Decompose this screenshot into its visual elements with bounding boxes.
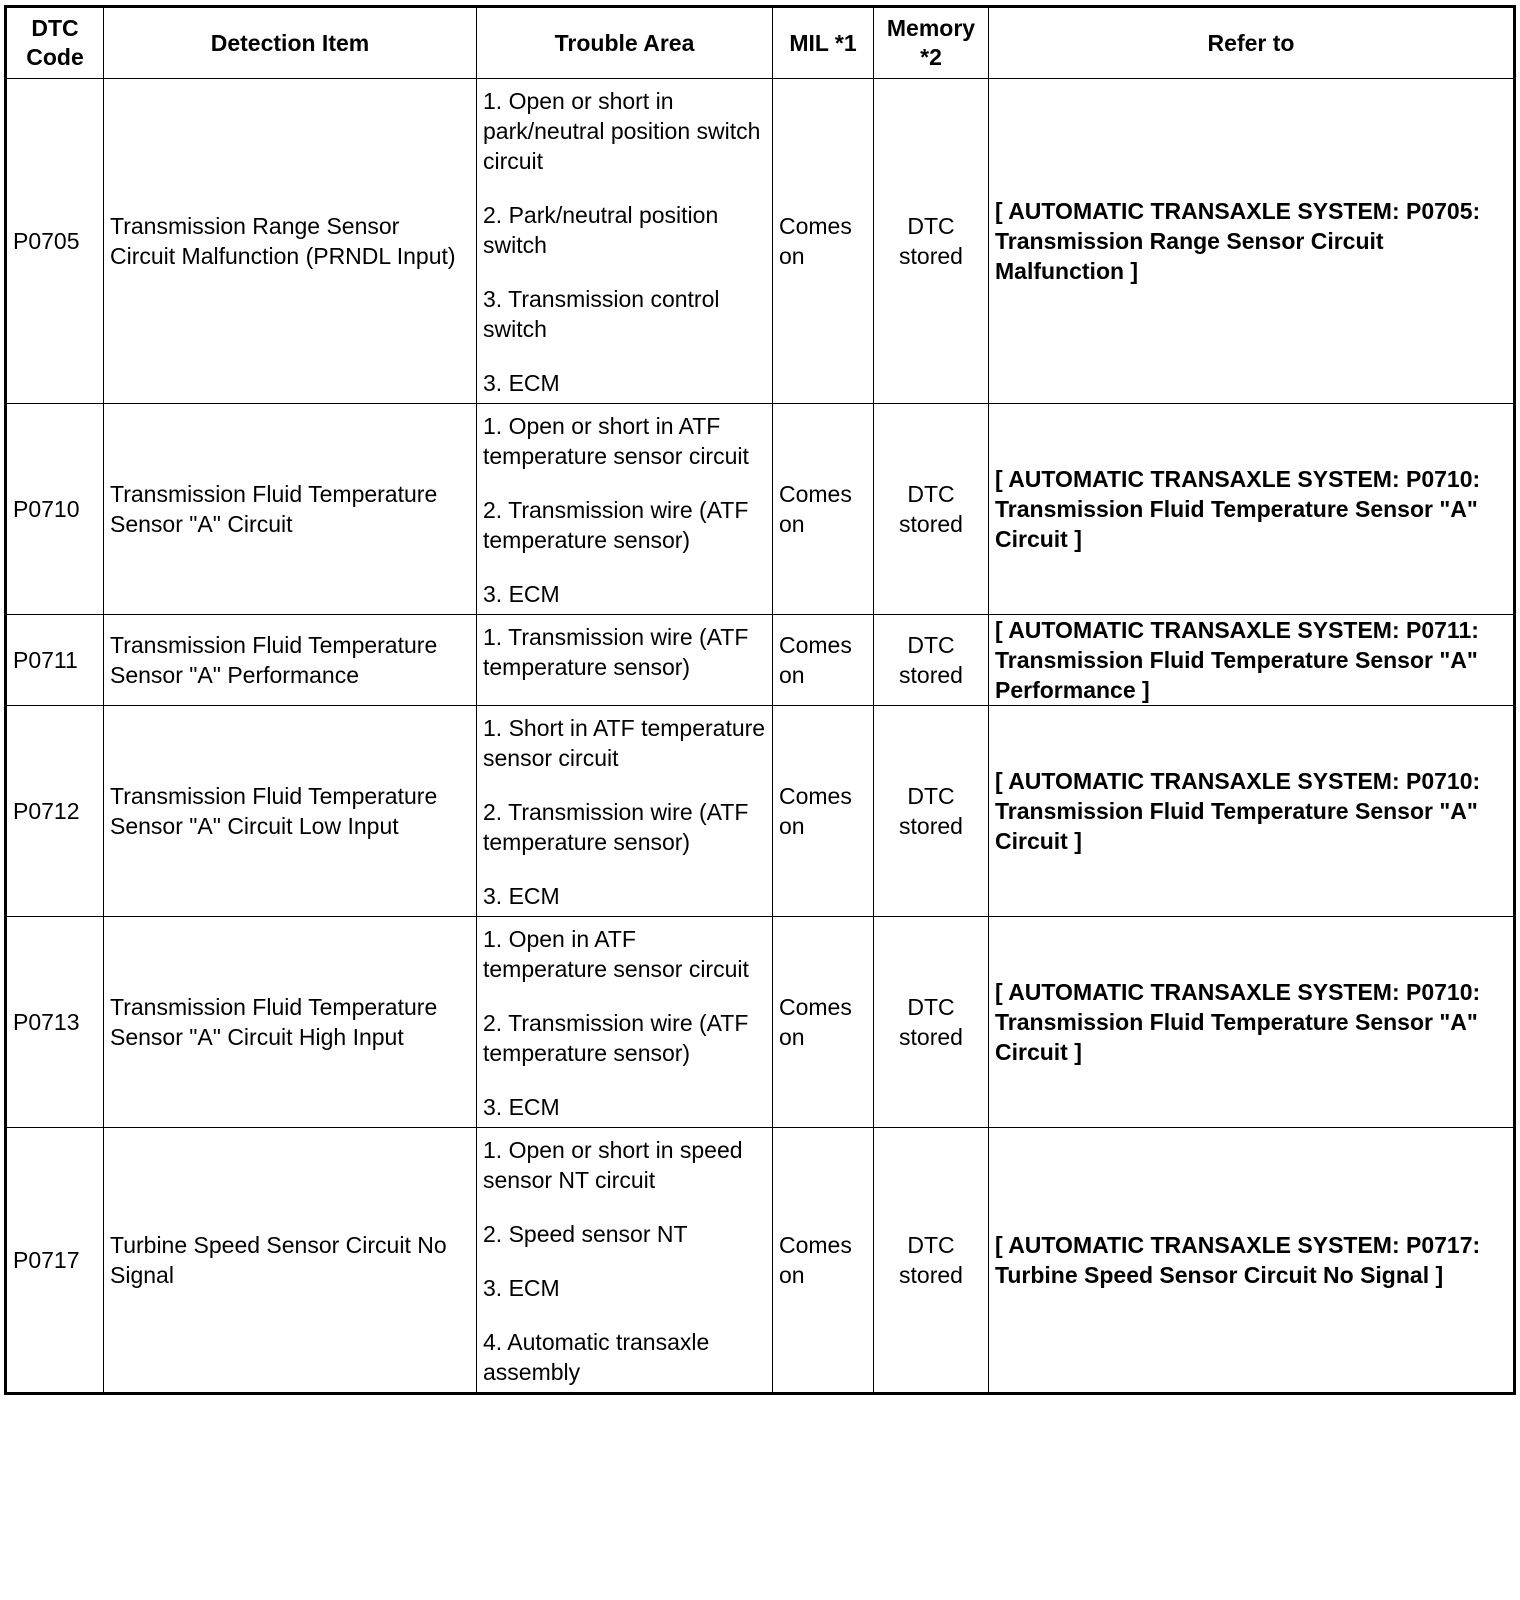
trouble-area-cell xyxy=(477,404,773,615)
refer-to-cell: [ AUTOMATIC TRANSAXLE SYSTEM: P0710: Transmission Fluid Temperature Sensor "A" Circuit ] xyxy=(989,917,1515,1128)
trouble-area-item: 1. Transmission wire (ATF temperature sensor) xyxy=(483,624,749,680)
detection-item-cell: Transmission Fluid Temperature Sensor "A" Circuit xyxy=(104,404,477,615)
trouble-area-item: 2. Speed sensor NT xyxy=(483,1221,688,1247)
trouble-area-item: 3. ECM xyxy=(483,370,560,396)
dtc-code-cell: P0712 xyxy=(6,706,104,917)
dtc-code-cell: P0705 xyxy=(6,79,104,404)
trouble-area-item: 4. Automatic transaxle assembly xyxy=(483,1329,710,1385)
detection-item-cell: Transmission Range Sensor Circuit Malfunction (PRNDL Input) xyxy=(104,79,477,404)
detection-item-cell: Transmission Fluid Temperature Sensor "A" Performance xyxy=(104,615,477,706)
dtc-code-cell: P0717 xyxy=(6,1128,104,1394)
detection-item-cell: Turbine Speed Sensor Circuit No Signal xyxy=(104,1128,477,1394)
trouble-area-cell xyxy=(477,706,773,917)
refer-to-cell: [ AUTOMATIC TRANSAXLE SYSTEM: P0705: Transmission Range Sensor Circuit Malfunction ] xyxy=(989,79,1515,404)
trouble-area-item: 3. Transmission control switch xyxy=(483,286,720,342)
trouble-area-cell xyxy=(477,79,773,404)
header-mil: MIL *1 xyxy=(773,7,874,79)
trouble-area-cell xyxy=(477,917,773,1128)
mil-cell: Comes on xyxy=(773,1128,874,1394)
header-dtc-code: DTC Code xyxy=(6,7,104,79)
detection-item-cell: Transmission Fluid Temperature Sensor "A" Circuit High Input xyxy=(104,917,477,1128)
detection-item-cell: Transmission Fluid Temperature Sensor "A" Circuit Low Input xyxy=(104,706,477,917)
trouble-area-cell xyxy=(477,615,773,706)
table-row xyxy=(6,917,1515,1128)
memory-cell: DTC stored xyxy=(874,615,989,706)
table-header-row xyxy=(6,7,1515,79)
trouble-area-item: 1. Open or short in speed sensor NT circuit xyxy=(483,1137,743,1193)
mil-cell: Comes on xyxy=(773,917,874,1128)
dtc-code-cell: P0711 xyxy=(6,615,104,706)
trouble-area-item: 3. ECM xyxy=(483,1275,560,1301)
header-trouble-area: Trouble Area xyxy=(477,7,773,79)
mil-cell: Comes on xyxy=(773,706,874,917)
dtc-code-cell: P0713 xyxy=(6,917,104,1128)
memory-cell: DTC stored xyxy=(874,404,989,615)
table-row xyxy=(6,706,1515,917)
table-row xyxy=(6,404,1515,615)
trouble-area-item: 3. ECM xyxy=(483,883,560,909)
table-row xyxy=(6,615,1515,706)
trouble-area-item: 2. Transmission wire (ATF temperature sensor) xyxy=(483,1010,749,1066)
header-memory: Memory *2 xyxy=(874,7,989,79)
trouble-area-item: 2. Transmission wire (ATF temperature sensor) xyxy=(483,799,749,855)
table-row xyxy=(6,1128,1515,1394)
trouble-area-item: 2. Park/neutral position switch xyxy=(483,202,719,258)
refer-to-cell: [ AUTOMATIC TRANSAXLE SYSTEM: P0710: Transmission Fluid Temperature Sensor "A" Circuit ] xyxy=(989,706,1515,917)
trouble-area-item: 3. ECM xyxy=(483,1094,560,1120)
refer-to-cell: [ AUTOMATIC TRANSAXLE SYSTEM: P0710: Transmission Fluid Temperature Sensor "A" Circuit ] xyxy=(989,404,1515,615)
memory-cell: DTC stored xyxy=(874,917,989,1128)
memory-cell: DTC stored xyxy=(874,1128,989,1394)
trouble-area-item: 1. Open or short in ATF temperature sensor circuit xyxy=(483,413,749,469)
mil-cell: Comes on xyxy=(773,404,874,615)
mil-cell: Comes on xyxy=(773,79,874,404)
trouble-area-item: 2. Transmission wire (ATF temperature sensor) xyxy=(483,497,749,553)
trouble-area-item: 1. Short in ATF temperature sensor circuit xyxy=(483,715,766,771)
trouble-area-item: 1. Open or short in park/neutral position switch circuit xyxy=(483,88,761,174)
dtc-code-cell: P0710 xyxy=(6,404,104,615)
dtc-table-wrapper xyxy=(4,5,1516,1395)
memory-cell: DTC stored xyxy=(874,706,989,917)
dtc-table xyxy=(4,5,1516,1395)
header-refer-to: Refer to xyxy=(989,7,1515,79)
trouble-area-cell xyxy=(477,1128,773,1394)
memory-cell: DTC stored xyxy=(874,79,989,404)
refer-to-cell: [ AUTOMATIC TRANSAXLE SYSTEM: P0717: Turbine Speed Sensor Circuit No Signal ] xyxy=(989,1128,1515,1394)
trouble-area-item: 1. Open in ATF temperature sensor circuit xyxy=(483,926,749,982)
mil-cell: Comes on xyxy=(773,615,874,706)
table-row xyxy=(6,79,1515,404)
refer-to-cell: [ AUTOMATIC TRANSAXLE SYSTEM: P0711: Transmission Fluid Temperature Sensor "A" Performance ] xyxy=(989,615,1515,706)
header-detection-item: Detection Item xyxy=(104,7,477,79)
trouble-area-item: 3. ECM xyxy=(483,581,560,607)
